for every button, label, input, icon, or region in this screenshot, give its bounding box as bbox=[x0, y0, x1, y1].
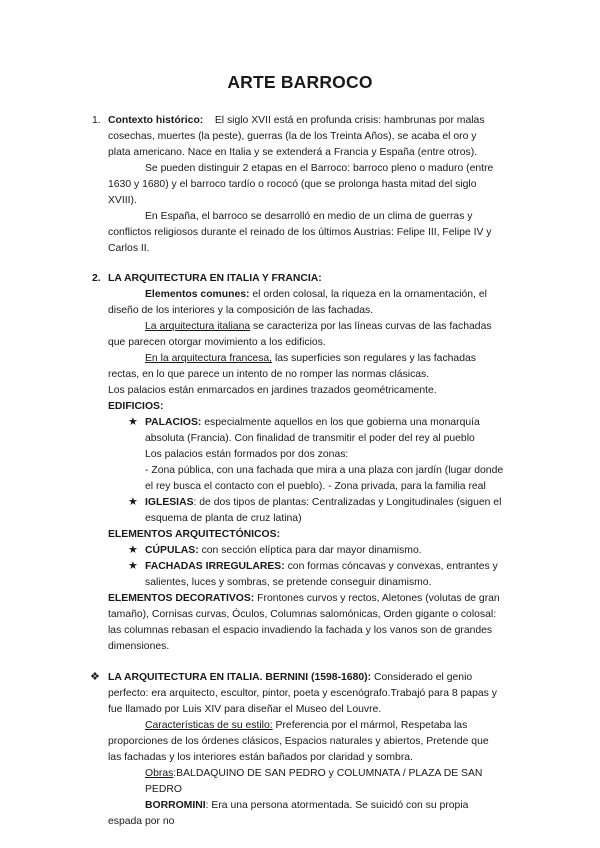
paragraph-line: que parecen otorgar movimiento a los edificios. bbox=[108, 337, 326, 348]
paragraph-line: rectas, en lo que parece un intento de no romper las normas clásicas. bbox=[108, 369, 430, 380]
paragraph-line: las columnas rebasan el espacio invadiendo la fachada y los vanos son de grandes bbox=[108, 625, 493, 636]
paragraph-line: esquema de planta de cruz latina) bbox=[145, 513, 302, 524]
page-title: ARTE BARROCO bbox=[227, 72, 373, 92]
star-icon: ★ bbox=[128, 496, 138, 508]
list-number: 2. bbox=[92, 273, 101, 284]
paragraph-line: IGLESIAS: de dos tipos de plantas: Centralizadas y Longitudinales (siguen el bbox=[145, 497, 502, 508]
paragraph-line: PALACIOS: especialmente aquellos en los que gobierna una monarquía bbox=[145, 417, 480, 428]
section-heading: LA ARQUITECTURA EN ITALIA Y FRANCIA: bbox=[108, 273, 322, 284]
paragraph-line: fue llamado por Luis XIV para diseñar el Museo del Louvre. bbox=[108, 704, 382, 715]
list-number: 1. bbox=[92, 115, 101, 126]
paragraph-line: FACHADAS IRREGULARES: con formas cóncavas y convexas, entrantes y bbox=[145, 561, 498, 572]
paragraph-line: diseño de los interiores y la composición de las fachadas. bbox=[108, 305, 374, 316]
paragraph-line: 1630 y 1680) y el barroco tardío o rococó (que se prolonga hasta mitad del siglo bbox=[108, 179, 477, 190]
paragraph-line: perfecto: era arquitecto, escultor, pintor, poeta y escenógrafo.Trabajó para 8 papas y bbox=[108, 688, 497, 699]
paragraph-line: PEDRO bbox=[145, 784, 182, 795]
paragraph-line: proporciones de los órdenes clásicos, Espacios naturales y abiertos, Pretende que bbox=[108, 736, 489, 747]
paragraph-line: absoluta (Francia). Con finalidad de transmitir el poder del rey al pueblo bbox=[145, 433, 475, 444]
paragraph-line: las fachadas y los interiores están bañados por claridad y sombra. bbox=[108, 752, 413, 763]
paragraph-line: La arquitectura italiana se caracteriza por las líneas curvas de las fachadas bbox=[145, 321, 492, 332]
paragraph-line: tamaño), Cornisas curvas, Óculos, Columnas salomónicas, Orden gigante o colosal: bbox=[108, 609, 497, 620]
paragraph-line: plata americano. Nace en Italia y se extenderá a Francia y España (entre otros). bbox=[108, 147, 478, 158]
paragraph-line: LA ARQUITECTURA EN ITALIA. BERNINI (1598-1680): Considerado el genio bbox=[108, 672, 473, 683]
paragraph-line: salientes, luces y sombras, se pretende conseguir dinamismo. bbox=[145, 577, 432, 588]
paragraph-line: Los palacios están formados por dos zonas: bbox=[145, 449, 349, 460]
paragraph-line: Obras:BALDAQUINO DE SAN PEDRO y COLUMNATA / PLAZA DE SAN bbox=[145, 768, 483, 779]
paragraph-line: Contexto histórico: El siglo XVII está en profunda crisis: hambrunas por malas bbox=[108, 115, 485, 126]
paragraph-line: Se pueden distinguir 2 etapas en el Barroco: barroco pleno o maduro (entre bbox=[145, 163, 494, 174]
paragraph-line: - Zona pública, con una fachada que mira a una plaza con jardín (lugar donde bbox=[145, 465, 504, 476]
paragraph-line: ELEMENTOS DECORATIVOS: Frontones curvos y rectos, Aletones (volutas de gran bbox=[108, 593, 500, 604]
paragraph-line: el rey busca el contacto con el pueblo). - Zona privada, para la familia real bbox=[145, 481, 486, 492]
subheading: EDIFICIOS: bbox=[108, 401, 164, 412]
paragraph-line: dimensiones. bbox=[108, 641, 170, 652]
star-icon: ★ bbox=[128, 544, 138, 556]
paragraph-line: espada por no bbox=[108, 816, 175, 827]
paragraph-line: En la arquitectura francesa, las superficies son regulares y las fachadas bbox=[145, 353, 476, 364]
star-icon: ★ bbox=[128, 560, 138, 572]
section-heading: LA ARQUITECTURA EN ITALIA. BERNINI (1598-1680): bbox=[108, 672, 372, 683]
paragraph-line: Los palacios están enmarcados en jardines trazados geométricamente. bbox=[108, 385, 437, 396]
paragraph-line: Características de su estilo: Preferencia por el mármol, Respetaba las bbox=[145, 720, 468, 731]
paragraph-line: Carlos II. bbox=[108, 243, 150, 254]
paragraph-line: XVIII). bbox=[108, 195, 137, 206]
paragraph-line: Elementos comunes: el orden colosal, la riqueza en la ornamentación, el bbox=[145, 289, 487, 300]
subheading: ELEMENTOS ARQUITECTÓNICOS: bbox=[108, 529, 281, 540]
paragraph-line: BORROMINI: Era una persona atormentada. Se suicidó con su propia bbox=[145, 800, 469, 811]
section-heading: Contexto histórico: bbox=[108, 115, 204, 126]
paragraph-line: cosechas, muertes (la peste), guerras (la de los Treinta Años), se acaba el oro y bbox=[108, 131, 477, 142]
paragraph-line: En España, el barroco se desarrolló en medio de un clima de guerras y bbox=[145, 211, 473, 222]
star-icon: ★ bbox=[128, 416, 138, 428]
paragraph-line: CÚPULAS: con sección elíptica para dar mayor dinamismo. bbox=[145, 545, 422, 556]
paragraph-line: conflictos religiosos durante el reinado de los últimos Austrias: Felipe III, Felipe IV y bbox=[108, 227, 492, 238]
diamond-icon: ❖ bbox=[90, 671, 100, 683]
